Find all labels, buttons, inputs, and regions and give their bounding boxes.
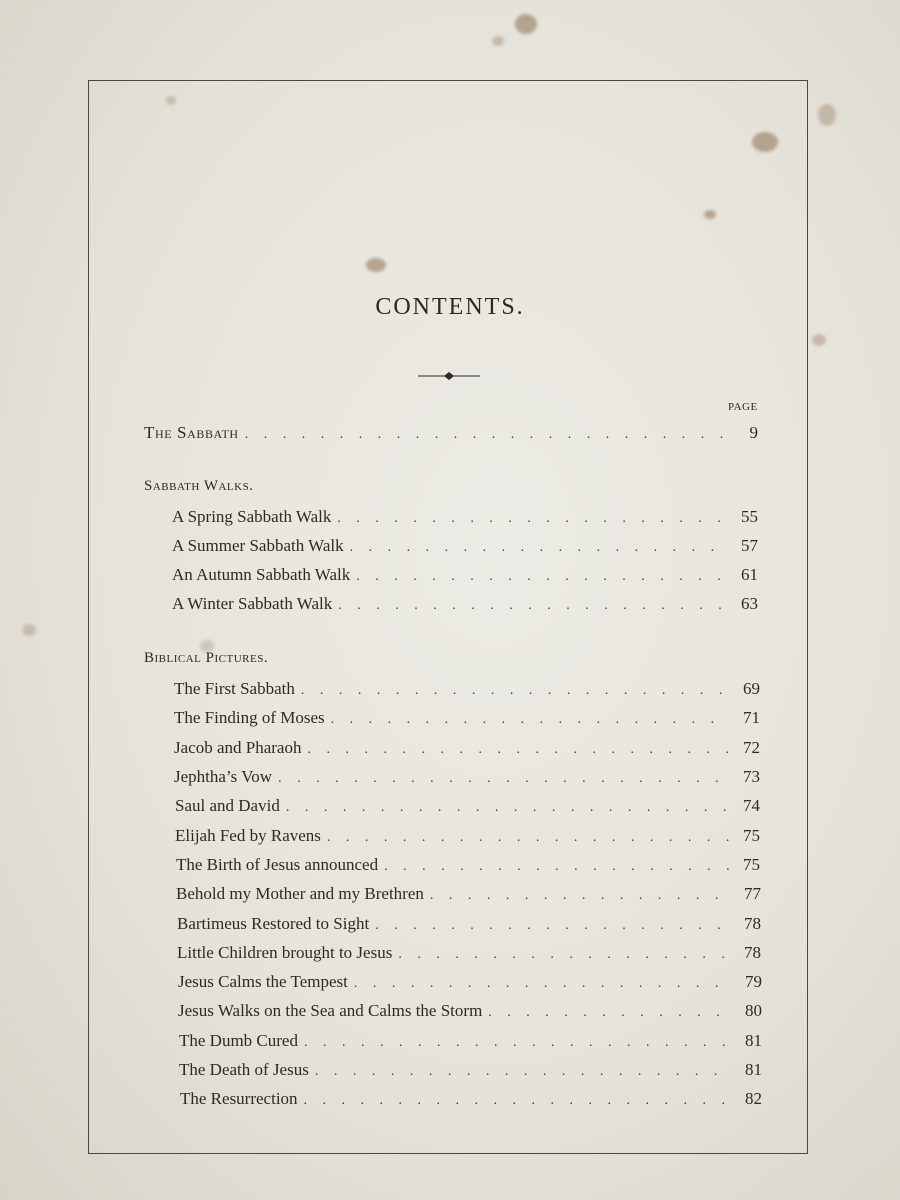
page-number: 77 xyxy=(744,884,761,903)
entry-label: Elijah Fed by Ravens xyxy=(175,826,321,845)
entry-label: Jesus Calms the Tempest xyxy=(178,972,348,991)
contents-title: CONTENTS. xyxy=(375,294,525,320)
dot-leader xyxy=(315,1064,732,1080)
dot-leader xyxy=(278,771,730,787)
page-number: 80 xyxy=(745,1001,762,1020)
toc-entry xyxy=(172,507,758,533)
entry-label: The Resurrection xyxy=(180,1089,298,1108)
toc-entry xyxy=(172,594,758,620)
dot-leader xyxy=(398,947,731,963)
entry-label: Behold my Mother and my Brethren xyxy=(176,884,424,903)
entry-label: Jesus Walks on the Sea and Calms the Storm xyxy=(178,1001,483,1020)
page-number: 81 xyxy=(745,1031,762,1050)
page-number: 9 xyxy=(749,423,758,442)
toc-entry xyxy=(172,565,758,591)
section-heading: Biblical Pictures. xyxy=(144,650,269,666)
entry-label: The Birth of Jesus announced xyxy=(176,855,379,874)
toc-entry xyxy=(175,826,760,852)
toc-entry xyxy=(176,855,760,881)
dot-leader xyxy=(286,800,730,816)
page-number: 78 xyxy=(744,914,761,933)
foxing-stain xyxy=(22,624,36,636)
section-heading: Sabbath Walks. xyxy=(144,478,254,494)
dot-leader xyxy=(354,976,732,992)
entry-label: The First Sabbath xyxy=(174,679,295,698)
entry-label: The Death of Jesus xyxy=(179,1060,309,1079)
page-number: 63 xyxy=(741,594,758,613)
page-number: 75 xyxy=(743,826,760,845)
dot-leader xyxy=(338,598,728,614)
entry-label: A Winter Sabbath Walk xyxy=(172,594,333,613)
page-number: 75 xyxy=(743,855,760,874)
dot-leader xyxy=(245,427,728,443)
dot-leader xyxy=(356,569,728,585)
dot-leader xyxy=(350,540,728,556)
toc-entry xyxy=(179,1031,762,1057)
toc-entry xyxy=(175,796,760,822)
entry-label: Jacob and Pharaoh xyxy=(174,738,302,757)
toc-entry xyxy=(180,1089,762,1115)
entry-label: Saul and David xyxy=(175,796,280,815)
dot-leader xyxy=(307,742,730,758)
page-number: 61 xyxy=(741,565,758,584)
toc-entry xyxy=(177,943,761,969)
page-column-label: PAGE xyxy=(728,401,758,413)
foxing-stain xyxy=(515,14,537,34)
foxing-stain xyxy=(812,334,826,346)
page-number: 73 xyxy=(743,767,760,786)
entry-label: An Autumn Sabbath Walk xyxy=(172,565,351,584)
page-number: 78 xyxy=(744,943,761,962)
toc-entry xyxy=(174,738,760,764)
page-number: 55 xyxy=(741,507,758,526)
dot-leader xyxy=(430,888,731,904)
dot-leader xyxy=(301,683,730,699)
entry-label: Little Children brought to Jesus xyxy=(177,943,393,962)
toc-entry xyxy=(176,884,761,910)
dot-leader xyxy=(488,1005,732,1021)
foxing-stain xyxy=(492,36,504,46)
toc-entry xyxy=(177,914,761,940)
entry-label: The Sabbath xyxy=(144,423,239,442)
ornament-divider xyxy=(418,370,480,382)
dot-leader xyxy=(304,1093,732,1109)
toc-entry xyxy=(144,423,758,449)
dot-leader xyxy=(337,511,728,527)
toc-entry xyxy=(172,536,758,562)
dot-leader xyxy=(331,712,730,728)
page-number: 79 xyxy=(745,972,762,991)
entry-label: The Dumb Cured xyxy=(179,1031,298,1050)
dot-leader xyxy=(384,859,730,875)
page-number: 82 xyxy=(745,1089,762,1108)
dot-leader xyxy=(375,918,731,934)
toc-entry xyxy=(174,767,760,793)
entry-label: The Finding of Moses xyxy=(174,708,325,727)
toc-entry xyxy=(179,1060,762,1086)
toc-entry xyxy=(178,972,762,998)
page-number: 74 xyxy=(743,796,760,815)
foxing-stain xyxy=(818,104,836,126)
entry-label: A Summer Sabbath Walk xyxy=(172,536,344,555)
page-number: 81 xyxy=(745,1060,762,1079)
page-number: 57 xyxy=(741,536,758,555)
entry-label: Bartimeus Restored to Sight xyxy=(177,914,370,933)
toc-entry xyxy=(178,1001,762,1027)
dot-leader xyxy=(304,1035,732,1051)
entry-label: A Spring Sabbath Walk xyxy=(172,507,332,526)
entry-label: Jephtha’s Vow xyxy=(174,767,273,786)
page-number: 71 xyxy=(743,708,760,727)
dot-leader xyxy=(327,830,730,846)
page-number: 72 xyxy=(743,738,760,757)
toc-entry xyxy=(174,708,760,734)
page-number: 69 xyxy=(743,679,760,698)
toc-entry xyxy=(174,679,760,705)
